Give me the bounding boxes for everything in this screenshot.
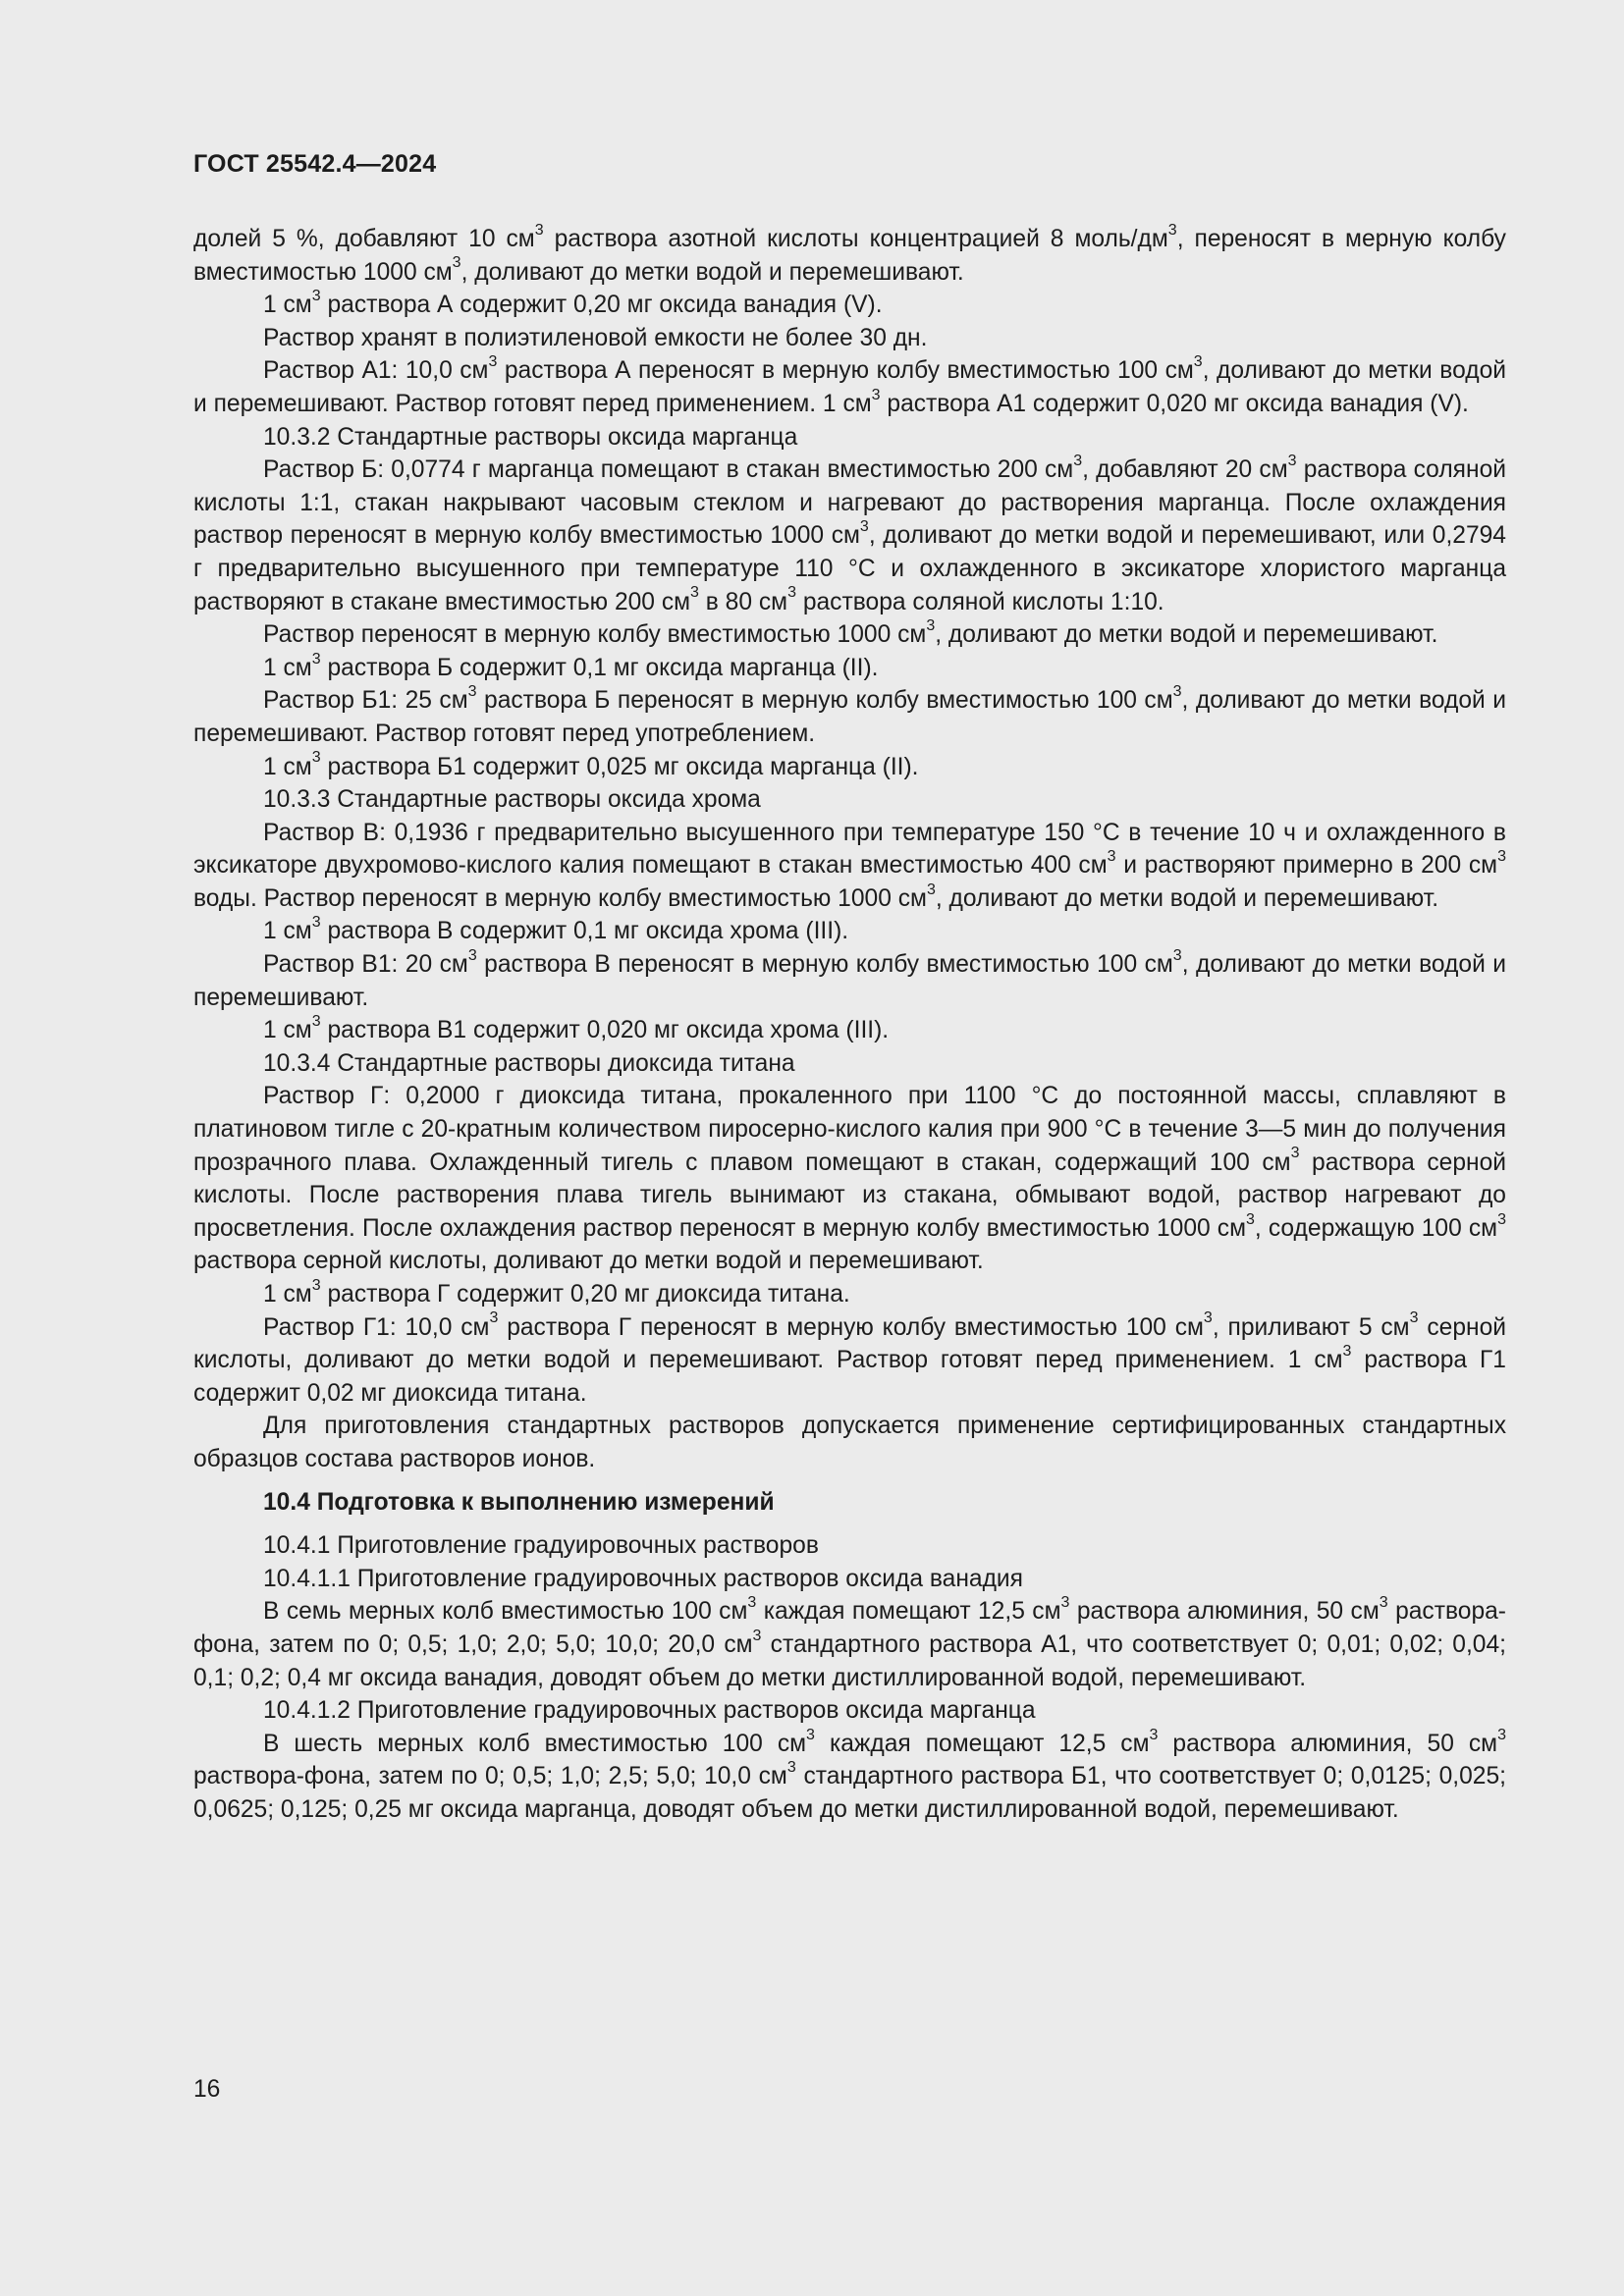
paragraph: 1 $см^3$ раствора А содержит 0,20 мг оксида ванадия (V). [263, 288, 883, 319]
paragraph: 1 $см^3$ раствора В1 содержит 0,020 мг оксида хрома (III). [263, 1013, 890, 1044]
paragraph: Раствор Б: 0,0774 г марганца помещают в стакан вместимостью 200 $см^3$, добавляют 20 $см^3$ раствора соляной кислоты 1:1, стакан накрывают часовым стеклом и нагревают до растворения марганца. После охлаждения раствор переносят в мерную колбу вместимостью 1000 $см^3$, доливают до метки водой и перемешивают, или 0,2794 г предварительно высушенного при температуре 110 °С и охлажденного в эксикаторе хлористого марганца растворяют в стакане вместимостью 200 $см^3$ в 80 $см^3$ раствора соляной кислоты 1:10. [193, 452, 1506, 615]
paragraph: 1 $см^3$ раствора Б содержит 0,1 мг оксида марганца (II). [263, 650, 879, 681]
paragraph: 1 $см^3$ раствора Г содержит 0,20 мг диоксида титана. [263, 1276, 850, 1308]
document-body [193, 223, 1506, 1827]
document-page [193, 147, 1506, 2110]
paragraph: В семь мерных колб вместимостью 100 $см^3$ каждая помещают 12,5 $см^3$ раствора алюминия, 50 $см^3$ раствора-фона, затем по 0; 0,5; 1,0; 2,0; 5,0; 10,0; 20,0 $см^3$ стандартного раствора А1, что соответствует 0; 0,01; 0,02; 0,04; 0,1; 0,2; 0,4 мг оксида ванадия, доводят объем до метки дистиллированной водой, перемешивают. [193, 1594, 1506, 1691]
page-number: 16 [193, 2076, 221, 2103]
paragraph: 10.3.4 Стандартные растворы диоксида титана [263, 1049, 795, 1077]
paragraph: долей 5 %, добавляют 10 $см^3$ раствора азотной кислоты концентрацией 8 моль/$дм^3$, переносят в мерную колбу вместимостью 1000 $см^3$, доливают до метки водой и перемешивают. [193, 221, 1506, 286]
paragraph: Раствор Г1: 10,0 $см^3$ раствора Г переносят в мерную колбу вместимостью 100 $см^3$, приливают 5 $см^3$ серной кислоты, доливают до метки водой и перемешивают. Раствор готовят перед применением. 1 $см^3$ раствора Г1 содержит 0,02 мг диоксида титана. [193, 1309, 1506, 1407]
section-heading: 10.4 Подготовка к выполнению измерений [263, 1488, 775, 1516]
paragraph: 1 $см^3$ раствора Б1 содержит 0,025 мг оксида марганца (II). [263, 749, 919, 780]
paragraph: 10.4.1.2 Приготовление градуировочных растворов оксида марганца [263, 1697, 1036, 1725]
paragraph: 10.4.1 Приготовление градуировочных растворов [263, 1532, 819, 1560]
paragraph: 10.3.3 Стандартные растворы оксида хрома [263, 786, 761, 814]
paragraph: Раствор Г: 0,2000 г диоксида титана, прокаленного при 1100 °С до постоянной массы, сплавляют в платиновом тигле с 20-кратным количеством пиросерно-кислого калия при 900 °С в течение 3—5 мин до получения прозрачного плава. Охлажденный тигель с плавом помещают в стакан, содержащий 100 $см^3$ раствора серной кислоты. После растворения плава тигель вынимают из стакана, обмывают водой, раствор нагревают до просветления. После охлаждения раствор переносят в мерную колбу вместимостью 1000 $см^3$, содержащую 100 $см^3$ раствора серной кислоты, доливают до метки водой и перемешивают. [193, 1083, 1507, 1275]
paragraph: 10.3.2 Стандартные растворы оксида марганца [263, 423, 798, 451]
paragraph: 1 $см^3$ раствора В содержит 0,1 мг оксида хрома (III). [263, 914, 849, 945]
paragraph: Раствор Б1: 25 $см^3$ раствора Б переносят в мерную колбу вместимостью 100 $см^3$, доливают до метки водой и перемешивают. Раствор готовят перед употреблением. [193, 683, 1506, 747]
page-header: ГОСТ 25542.4—2024 [193, 150, 437, 178]
paragraph: Раствор А1: 10,0 $см^3$ раствора А переносят в мерную колбу вместимостью 100 $см^3$, доливают до метки водой и перемешивают. Раствор готовят перед применением. 1 $см^3$ раствора А1 содержит 0,020 мг оксида ванадия (V). [193, 353, 1506, 417]
paragraph: 10.4.1.1 Приготовление градуировочных растворов оксида ванадия [263, 1565, 1023, 1592]
paragraph: В шесть мерных колб вместимостью 100 $см^3$ каждая помещают 12,5 $см^3$ раствора алюминия, 50 $см^3$ раствора-фона, затем по 0; 0,5; 1,0; 2,5; 5,0; 10,0 $см^3$ стандартного раствора Б1, что соответствует 0; 0,0125; 0,025; 0,0625; 0,125; 0,25 мг оксида марганца, доводят объем до метки дистиллированной водой, перемешивают. [193, 1726, 1507, 1823]
paragraph: Раствор В1: 20 $см^3$ раствора В переносят в мерную колбу вместимостью 100 $см^3$, доливают до метки водой и перемешивают. [193, 946, 1506, 1011]
paragraph: Раствор хранят в полиэтиленовой емкости не более 30 дн. [263, 324, 928, 351]
paragraph: Раствор переносят в мерную колбу вместимостью 1000 $см^3$, доливают до метки водой и перемешивают. [263, 616, 1438, 649]
paragraph: Раствор В: 0,1936 г предварительно высушенного при температуре 150 °С в течение 10 ч и охлажденного в эксикаторе двухромово-кислого калия помещают в стакан вместимостью 400 $см^3$ и растворяют примерно в 200 $см^3$ воды. Раствор переносят в мерную колбу вместимостью 1000 $см^3$, доливают до метки водой и перемешивают. [193, 819, 1506, 912]
paragraph: Для приготовления стандартных растворов допускается применение сертифицированных стандартных образцов состава растворов ионов. [193, 1413, 1506, 1472]
